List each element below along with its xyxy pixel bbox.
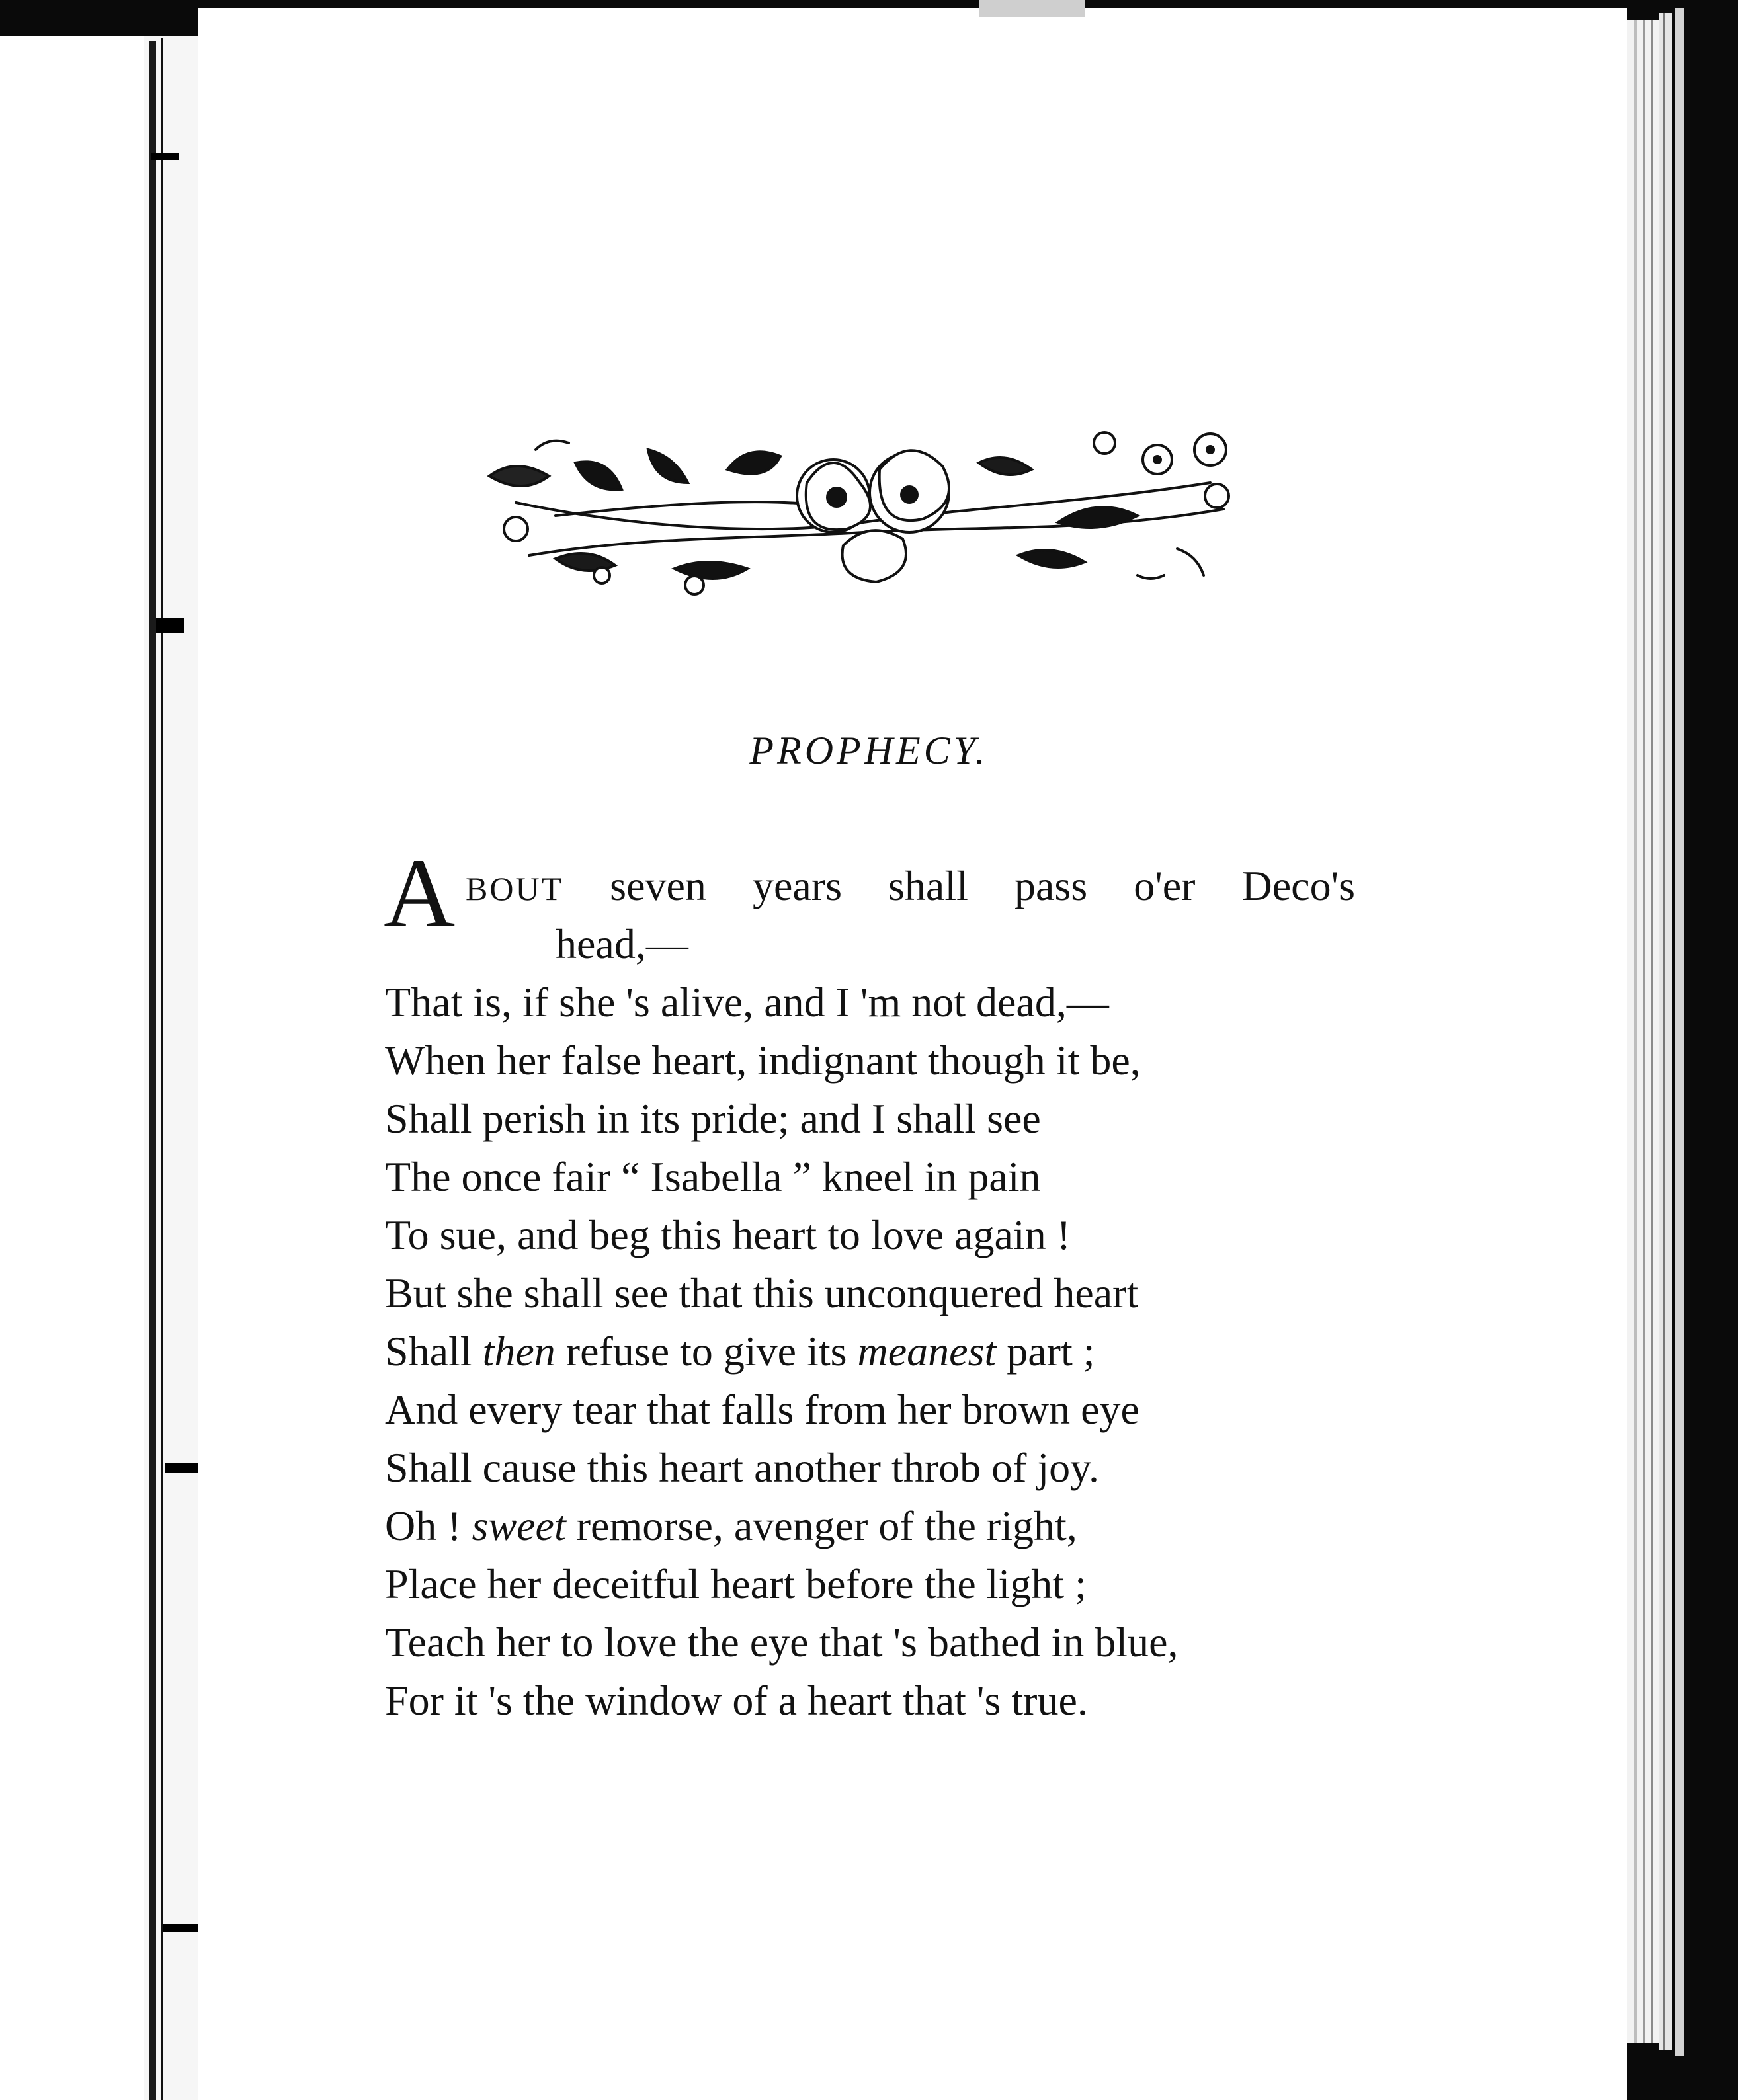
poem-line: To sue, and beg this heart to love again ! xyxy=(385,1211,1071,1258)
poem-line: When her false heart, indignant though it be, xyxy=(385,1037,1141,1084)
floral-ornament xyxy=(476,423,1250,602)
poem-line: Oh ! sweet remorse, avenger of the right, xyxy=(385,1502,1077,1549)
poem-line: Shall then refuse to give its meanest part ; xyxy=(385,1328,1095,1375)
first-word-caps: BOUT xyxy=(466,870,564,907)
poem-line: But she shall see that this unconquered heart xyxy=(385,1270,1139,1316)
first-line-turnover: head,— xyxy=(556,920,688,967)
poem-line: Shall cause this heart another throb of joy. xyxy=(385,1444,1099,1491)
emphasis: sweet xyxy=(472,1502,566,1549)
drop-cap: A xyxy=(384,838,456,948)
poem-line: Shall perish in its pride; and I shall see xyxy=(385,1095,1041,1142)
poem-line: For it 's the window of a heart that 's true. xyxy=(385,1677,1088,1724)
left-page xyxy=(0,36,144,2100)
emphasis: meanest xyxy=(857,1328,997,1375)
poem-title: PROPHECY. xyxy=(749,729,989,772)
poem-line: And every tear that falls from her brown eye xyxy=(385,1386,1139,1433)
poem-body xyxy=(384,838,1364,1730)
first-line-rest: seven years shall pass o'er Deco's xyxy=(563,862,1355,909)
poem-line: Place her deceitful heart before the light ; xyxy=(385,1560,1087,1607)
emphasis: then xyxy=(482,1328,556,1375)
poem-line: The once fair “ Isabella ” kneel in pain xyxy=(385,1153,1041,1200)
poem-line: That is, if she 's alive, and I 'm not dead,— xyxy=(385,979,1109,1026)
first-line-text xyxy=(466,857,1355,918)
poem-line: Teach her to love the eye that 's bathed in blue, xyxy=(385,1619,1179,1666)
